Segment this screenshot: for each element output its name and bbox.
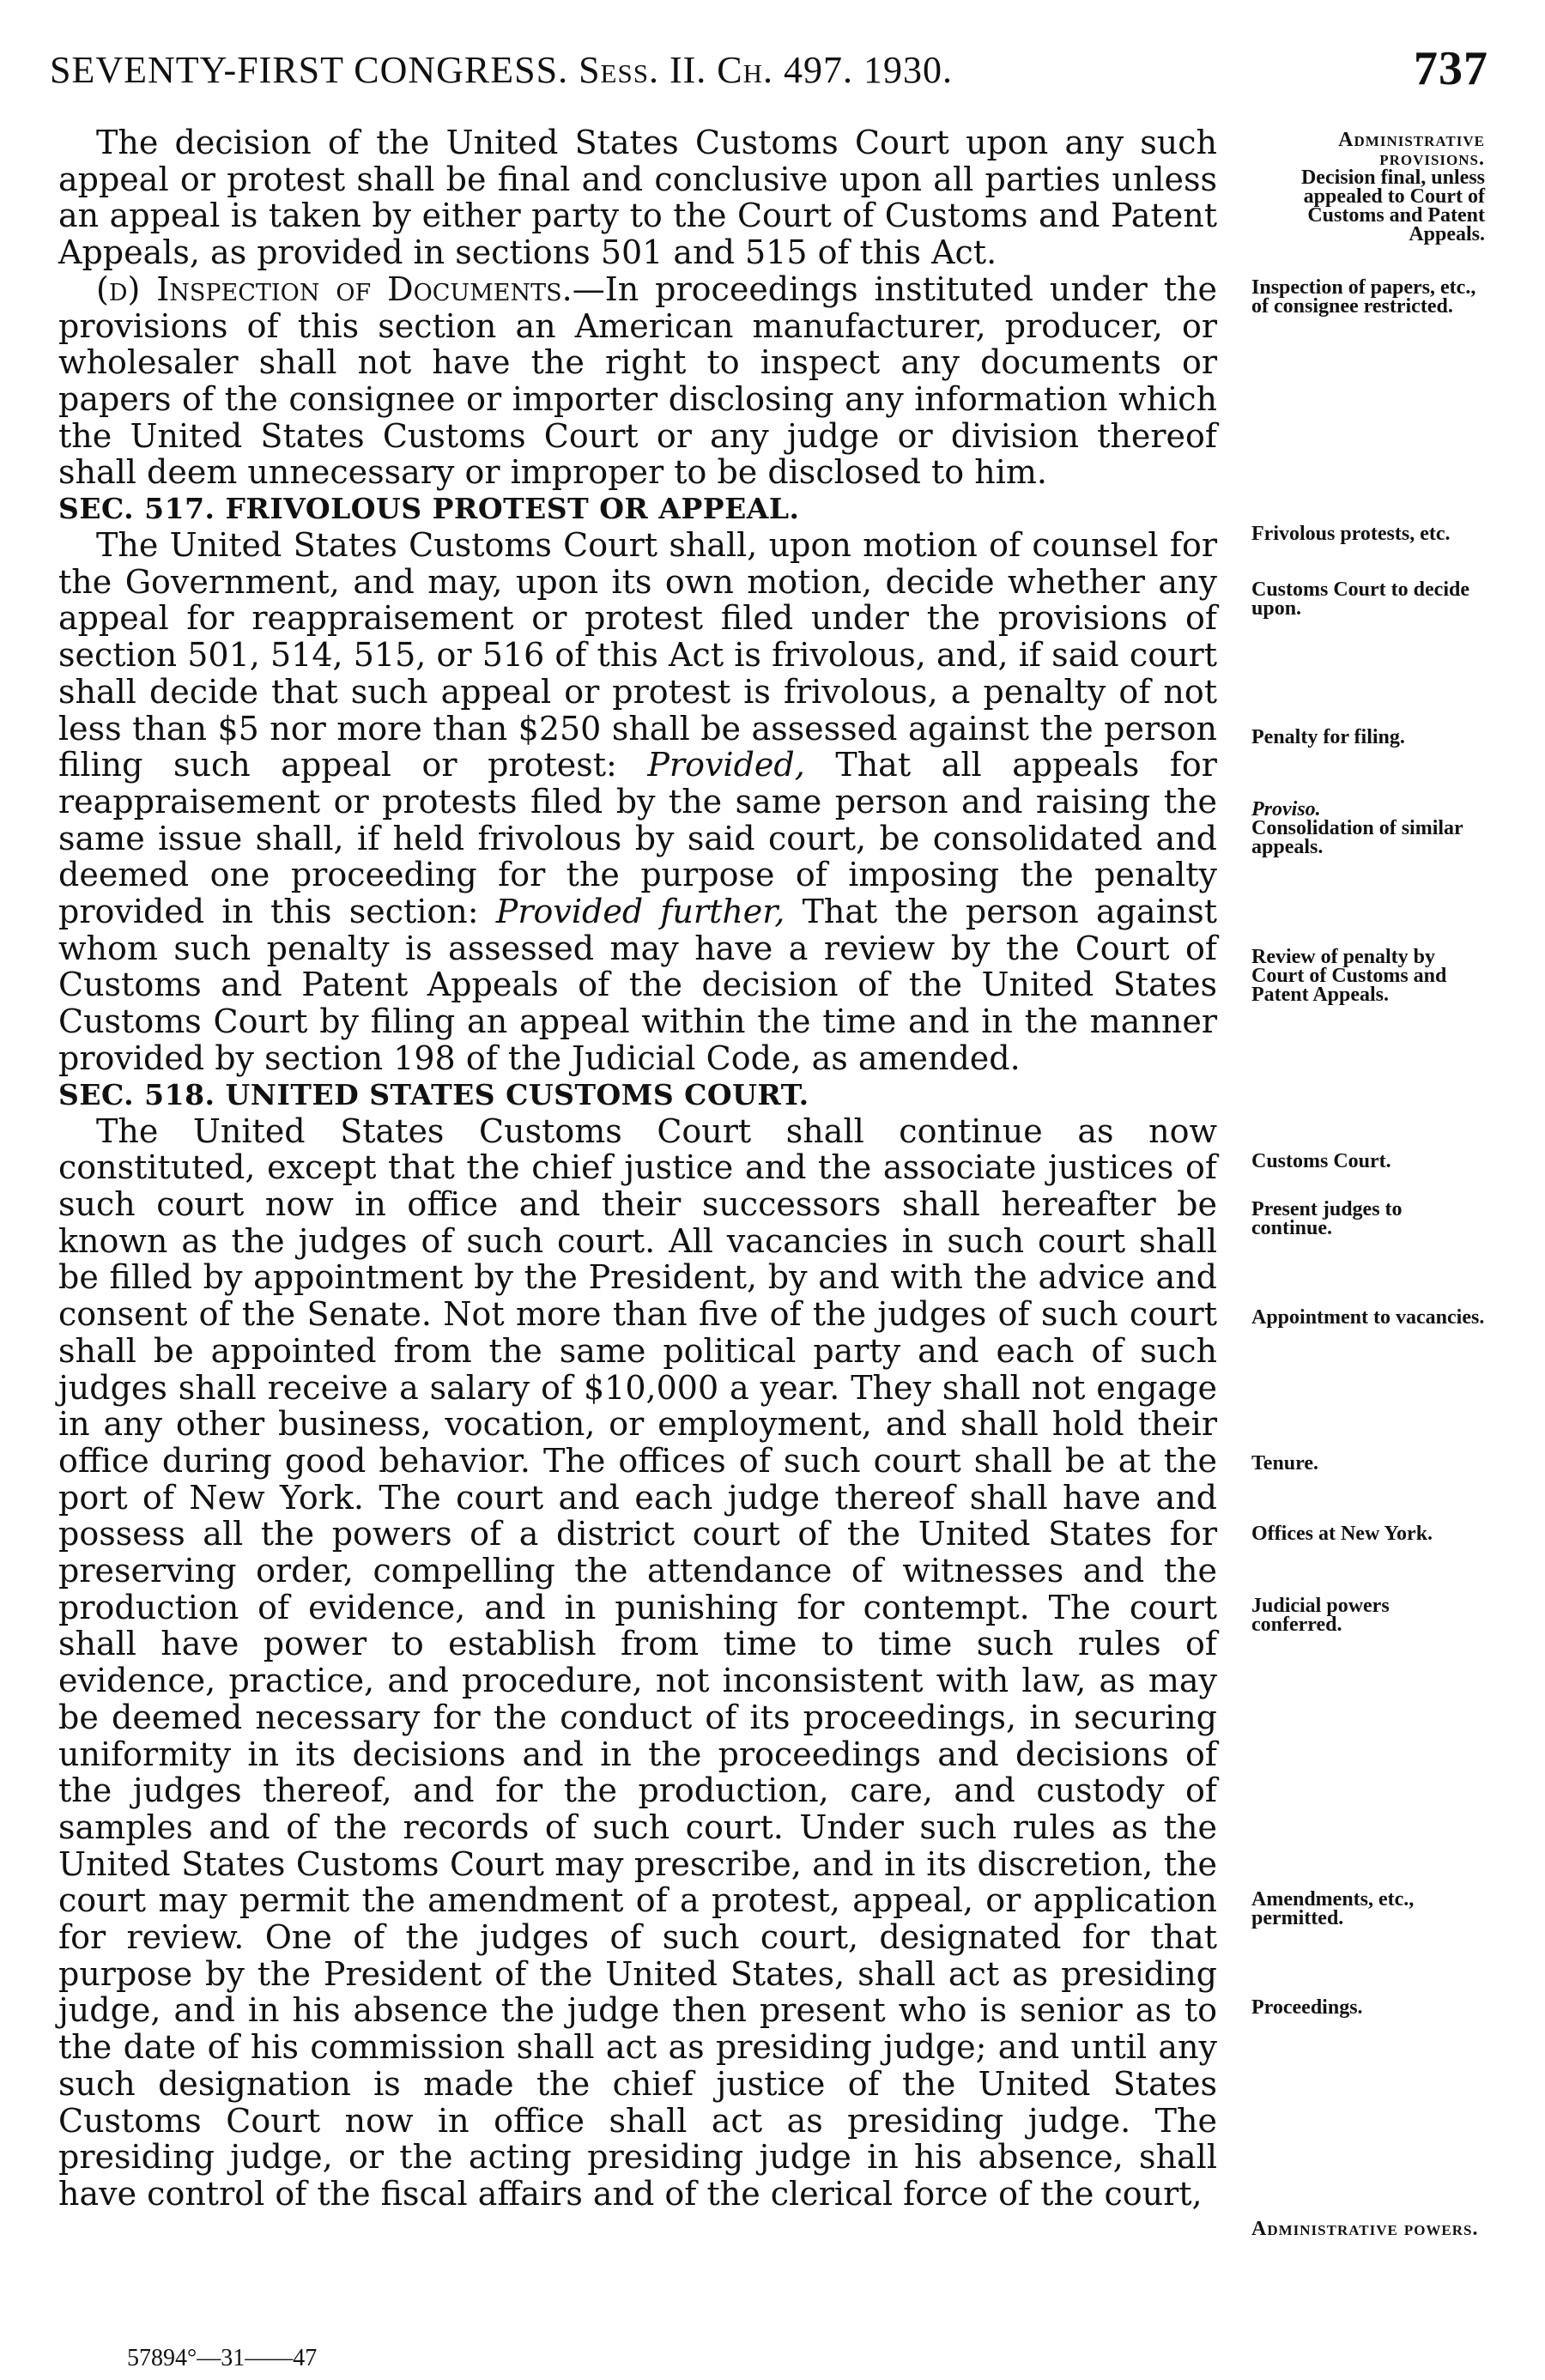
margin-note-review: Review of penalty by Court of Customs and Patent Appeals. <box>1251 946 1447 1006</box>
subsection-d-text: —In proceedings instituted under the provisions of this section an American manufacturer, producer, or wholesaler shall not have the right to inspect any documents or papers of the consignee or importer disclosing any information which the United States Customs Court or any judge or division thereof shall deem unnecessary or improper to be disclosed to him. <box>58 269 1217 492</box>
year-label: 1930. <box>863 49 954 91</box>
margin-note-penalty: Penalty for filing. <box>1251 726 1405 748</box>
margin-note-judicial-powers: Judicial powers conferred. <box>1251 1595 1390 1636</box>
margin-note-inspection: Inspection of papers, etc., of consignee restricted. <box>1251 276 1476 318</box>
margin-note-proviso: Proviso. <box>1251 798 1321 821</box>
sec517-part-3: That the person against whom such penalty is assessed may have a review by the Court of Customs and Patent Appeals of the decision of the United States Customs Court by filing an appeal within the time and in the manner provided by section 198 of the Judicial Code, as amended. <box>58 893 1217 1077</box>
running-head <box>50 48 953 92</box>
paragraph-inspection <box>58 271 1217 491</box>
section-517-text <box>58 527 1217 1077</box>
print-signature: 57894°—31——47 <box>127 2345 318 2371</box>
margin-note-admin-powers: Administrative powers. <box>1251 2218 1479 2240</box>
margin-note-customs-court: Customs Court. <box>1251 1150 1391 1172</box>
section-518-text: The United States Customs Court shall continue as now constituted, except that the chief justice and the associate justices of such court now in office and their successors shall hereafter be known as the judges of such court. All vacancies in such court shall be filled by appointment by the President, by and with the advice and consent of the Senate. Not more than five of the judges of such court shall be appointed from the same political party and each of such judges shall receive a salary of $10,000 a year. They shall not engage in any other business, vocation, or employment, and shall hold their office during good behavior. The offices of such court shall be at the port of New York. The court and each judge thereof shall have and possess all the powers of a district court of the United States for preserving order, compelling the attendance of witnesses and the production of evidence, and in punishing for contempt. The court shall have power to establish from time to time such rules of evidence, practice, and procedure, not inconsistent with law, as may be deemed necessary for the conduct of its proceedings, in securing uniformity in its decisions and in the proceedings and decisions of the judges thereof, and for the production, care, and custody of samples and of the records of such court. Under such rules as the United States Customs Court may prescribe, and in its discretion, the court may permit the amendment of a protest, appeal, or application for review. One of the judges of such court, designated for that purpose by the President of the United States, shall act as presiding judge, and in his absence the judge then present who is senior as to the date of his commission shall act as presiding judge; and until any such designation is made the chief justice of the United States Customs Court now in office shall act as presiding judge. The presiding judge, or the acting presiding judge in his absence, shall have control of the fiscal affairs and of the clerical force of the court, <box>58 1111 1217 2213</box>
page-header <box>50 41 1488 101</box>
margin-note-present-judges: Present judges to continue. <box>1251 1198 1403 1239</box>
subsection-d-heading: (d) Inspection of Documents. <box>96 269 573 308</box>
proviso-2: Provided further, <box>495 893 785 931</box>
margin-note-proceedings: Proceedings. <box>1251 1996 1363 2019</box>
margin-note-tenure: Tenure. <box>1251 1452 1319 1475</box>
sec517-part-2: That all appeals for reappraisement or protests filed by the same person and raising the same issue shall, if held frivolous by said court, be consolidated and deemed one proceeding for the purpose of imposing the penalty provided in this section: <box>58 746 1217 931</box>
page-number: 737 <box>1414 42 1488 95</box>
margin-note-frivolous: Frivolous protests, etc. <box>1251 523 1451 545</box>
margin-note-court-decide: Customs Court to decide upon. <box>1251 578 1469 620</box>
sec517-part-1: The United States Customs Court shall, upon motion of counsel for the Government, and may, upon its own motion, decide whether any appeal for reappraisement or protest filed under the provisions of section 501, 514, 515, or 516 of this Act is frivolous, and, if said court shall decide that such appeal or protest is frivolous, a penalty of not less than $5 nor more than $250 shall be assessed against the person filing such appeal or protest: <box>58 526 1217 784</box>
margin-note-amendments: Amendments, etc., permitted. <box>1251 1888 1415 1929</box>
margin-note-admin-provisions: Administrative provisions. <box>1338 129 1485 170</box>
margin-note-consolidation: Consolidation of similar appeals. <box>1251 817 1463 858</box>
statute-body <box>58 124 1217 2213</box>
margin-note-decision-final: Decision final, unless appealed to Court of Customs and Patent Appeals. <box>1300 167 1485 245</box>
proviso-1: Provided, <box>647 746 805 784</box>
margin-note-offices: Offices at New York. <box>1251 1523 1433 1545</box>
section-518-heading: SEC. 518. UNITED STATES CUSTOMS COURT. <box>58 1077 809 1111</box>
section-517-heading: SEC. 517. FRIVOLOUS PROTEST OR APPEAL. <box>58 492 800 526</box>
session-label: Sess. II. <box>579 49 707 91</box>
chapter-label: Ch. 497. <box>717 49 854 91</box>
paragraph-decision: The decision of the United States Customs Court upon any such appeal or protest shall be final and conclusive upon all parties unless an appeal is taken by either party to the Court of Customs and Patent Appeals, as provided in sections 501 and 515 of this Act. <box>58 124 1217 272</box>
congress-title: SEVENTY-FIRST CONGRESS. <box>50 49 569 91</box>
margin-note-appointment: Appointment to vacancies. <box>1251 1306 1485 1329</box>
